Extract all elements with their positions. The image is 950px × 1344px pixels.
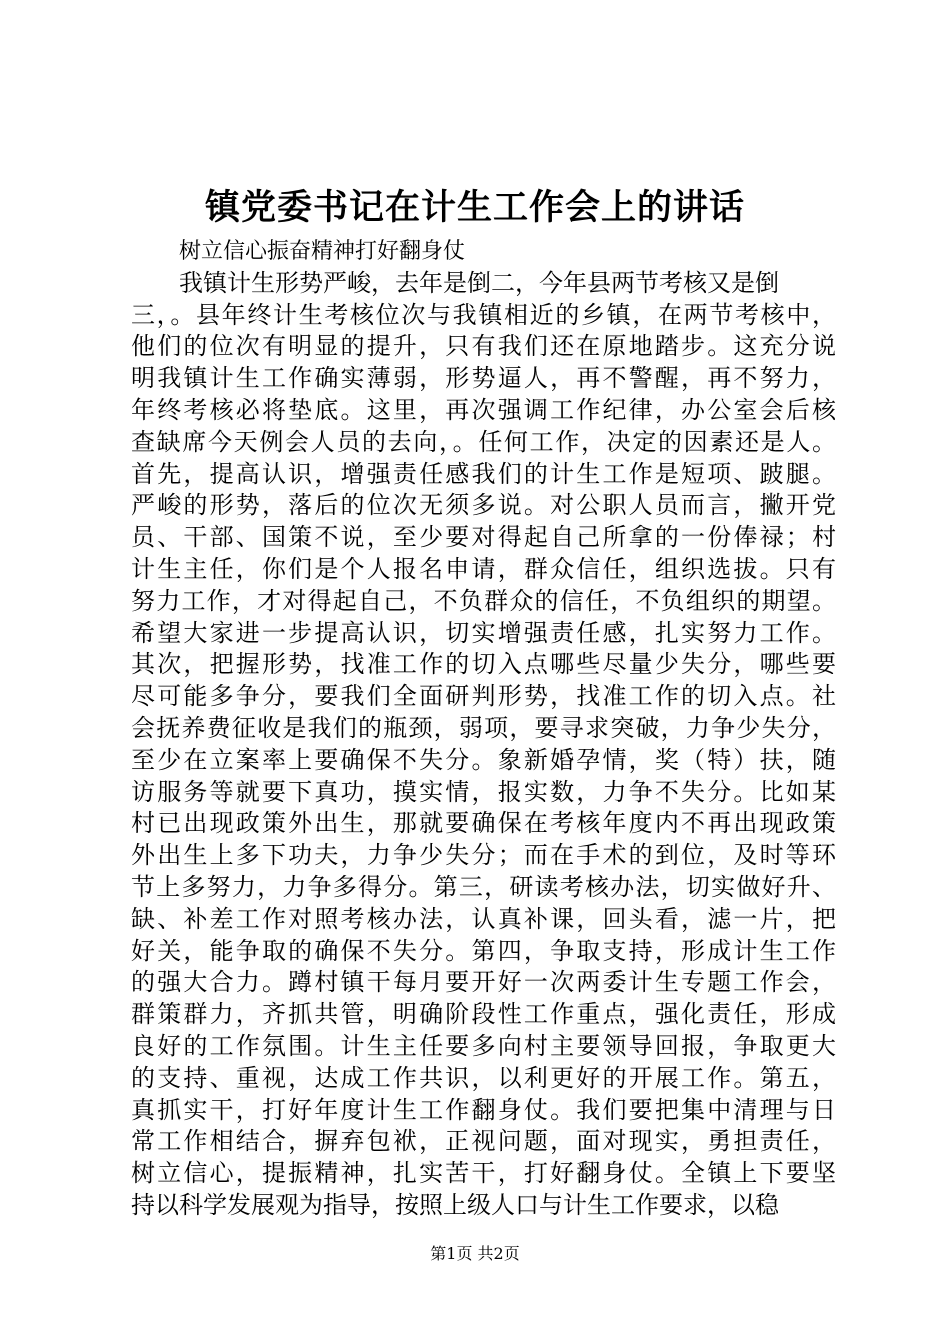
body-line: 努力工作，才对得起自己，不负群众的信任，不负组织的期望。 bbox=[131, 586, 836, 615]
body-line: 好关，能争取的确保不失分。第四，争取支持，形成计生工作 bbox=[131, 936, 836, 965]
body-line: 查缺席今天例会人员的去向，。任何工作，决定的因素还是人。 bbox=[131, 427, 836, 456]
body-line: 年终考核必将垫底。这里，再次强调工作纪律，办公室会后核 bbox=[131, 395, 836, 424]
body-line: 员、干部、国策不说，至少要对得起自己所拿的一份俸禄；村 bbox=[131, 523, 836, 552]
body-line: 严峻的形势，落后的位次无须多说。对公职人员而言，撇开党 bbox=[131, 491, 836, 520]
body-line: 的支持、重视，达成工作共识，以利更好的开展工作。第五， bbox=[131, 1063, 836, 1092]
body-line: 希望大家进一步提高认识，切实增强责任感，扎实努力工作。 bbox=[131, 618, 836, 647]
body-line: 缺、补差工作对照考核办法，认真补课，回头看，滤一片，把 bbox=[131, 904, 836, 933]
body-line: 三，。县年终计生考核位次与我镇相近的乡镇，在两节考核中， bbox=[131, 300, 836, 329]
document-title: 镇党委书记在计生工作会上的讲话 bbox=[204, 187, 745, 228]
body-line: 群策群力，齐抓共管，明确阶段性工作重点，强化责任，形成 bbox=[131, 1000, 836, 1029]
body-line: 村已出现政策外出生，那就要确保在考核年度内不再出现政策 bbox=[131, 809, 836, 838]
body-line: 他们的位次有明显的提升，只有我们还在原地踏步。这充分说 bbox=[131, 332, 836, 361]
body-line: 其次，把握形势，找准工作的切入点哪些尽量少失分，哪些要 bbox=[131, 650, 836, 679]
body-line: 尽可能多争分，要我们全面研判形势，找准工作的切入点。社 bbox=[131, 682, 836, 711]
body-line: 访服务等就要下真功，摸实情，报实数，力争不失分。比如某 bbox=[131, 777, 836, 806]
body-line: 计生主任，你们是个人报名申请，群众信任，组织选拔。只有 bbox=[131, 554, 836, 583]
body-line: 至少在立案率上要确保不失分。象新婚孕情，奖（特）扶，随 bbox=[131, 745, 836, 774]
page-number-footer: 第1页 共2页 bbox=[430, 1244, 520, 1263]
body-line: 持以科学发展观为指导，按照上级人口与计生工作要求，以稳 bbox=[131, 1190, 779, 1219]
body-line: 良好的工作氛围。计生主任要多向村主要领导回报，争取更大 bbox=[131, 1031, 836, 1060]
body-line: 常工作相结合，摒弃包袱，正视问题，面对现实，勇担责任， bbox=[131, 1127, 836, 1156]
body-line: 真抓实干，打好年度计生工作翻身仗。我们要把集中清理与日 bbox=[131, 1095, 836, 1124]
body-line: 明我镇计生工作确实薄弱，形势逼人，再不警醒，再不努力， bbox=[131, 364, 836, 393]
body-line: 我镇计生形势严峻，去年是倒二，今年县两节考核又是倒 bbox=[179, 268, 779, 297]
body-line: 树立信心，提振精神，扎实苦干，打好翻身仗。全镇上下要坚 bbox=[131, 1159, 836, 1188]
document-subtitle: 树立信心振奋精神打好翻身仗 bbox=[179, 239, 466, 264]
body-line: 节上多努力，力争多得分。第三，研读考核办法，切实做好升、 bbox=[131, 872, 836, 901]
body-line: 的强大合力。蹲村镇干每月要开好一次两委计生专题工作会， bbox=[131, 968, 836, 997]
document-body bbox=[131, 236, 836, 1222]
body-line: 会抚养费征收是我们的瓶颈，弱项，要寻求突破，力争少失分， bbox=[131, 713, 836, 742]
body-line: 首先，提高认识，增强责任感我们的计生工作是短项、跛腿。 bbox=[131, 459, 836, 488]
body-line: 外出生上多下功夫，力争少失分；而在手术的到位，及时等环 bbox=[131, 841, 836, 870]
